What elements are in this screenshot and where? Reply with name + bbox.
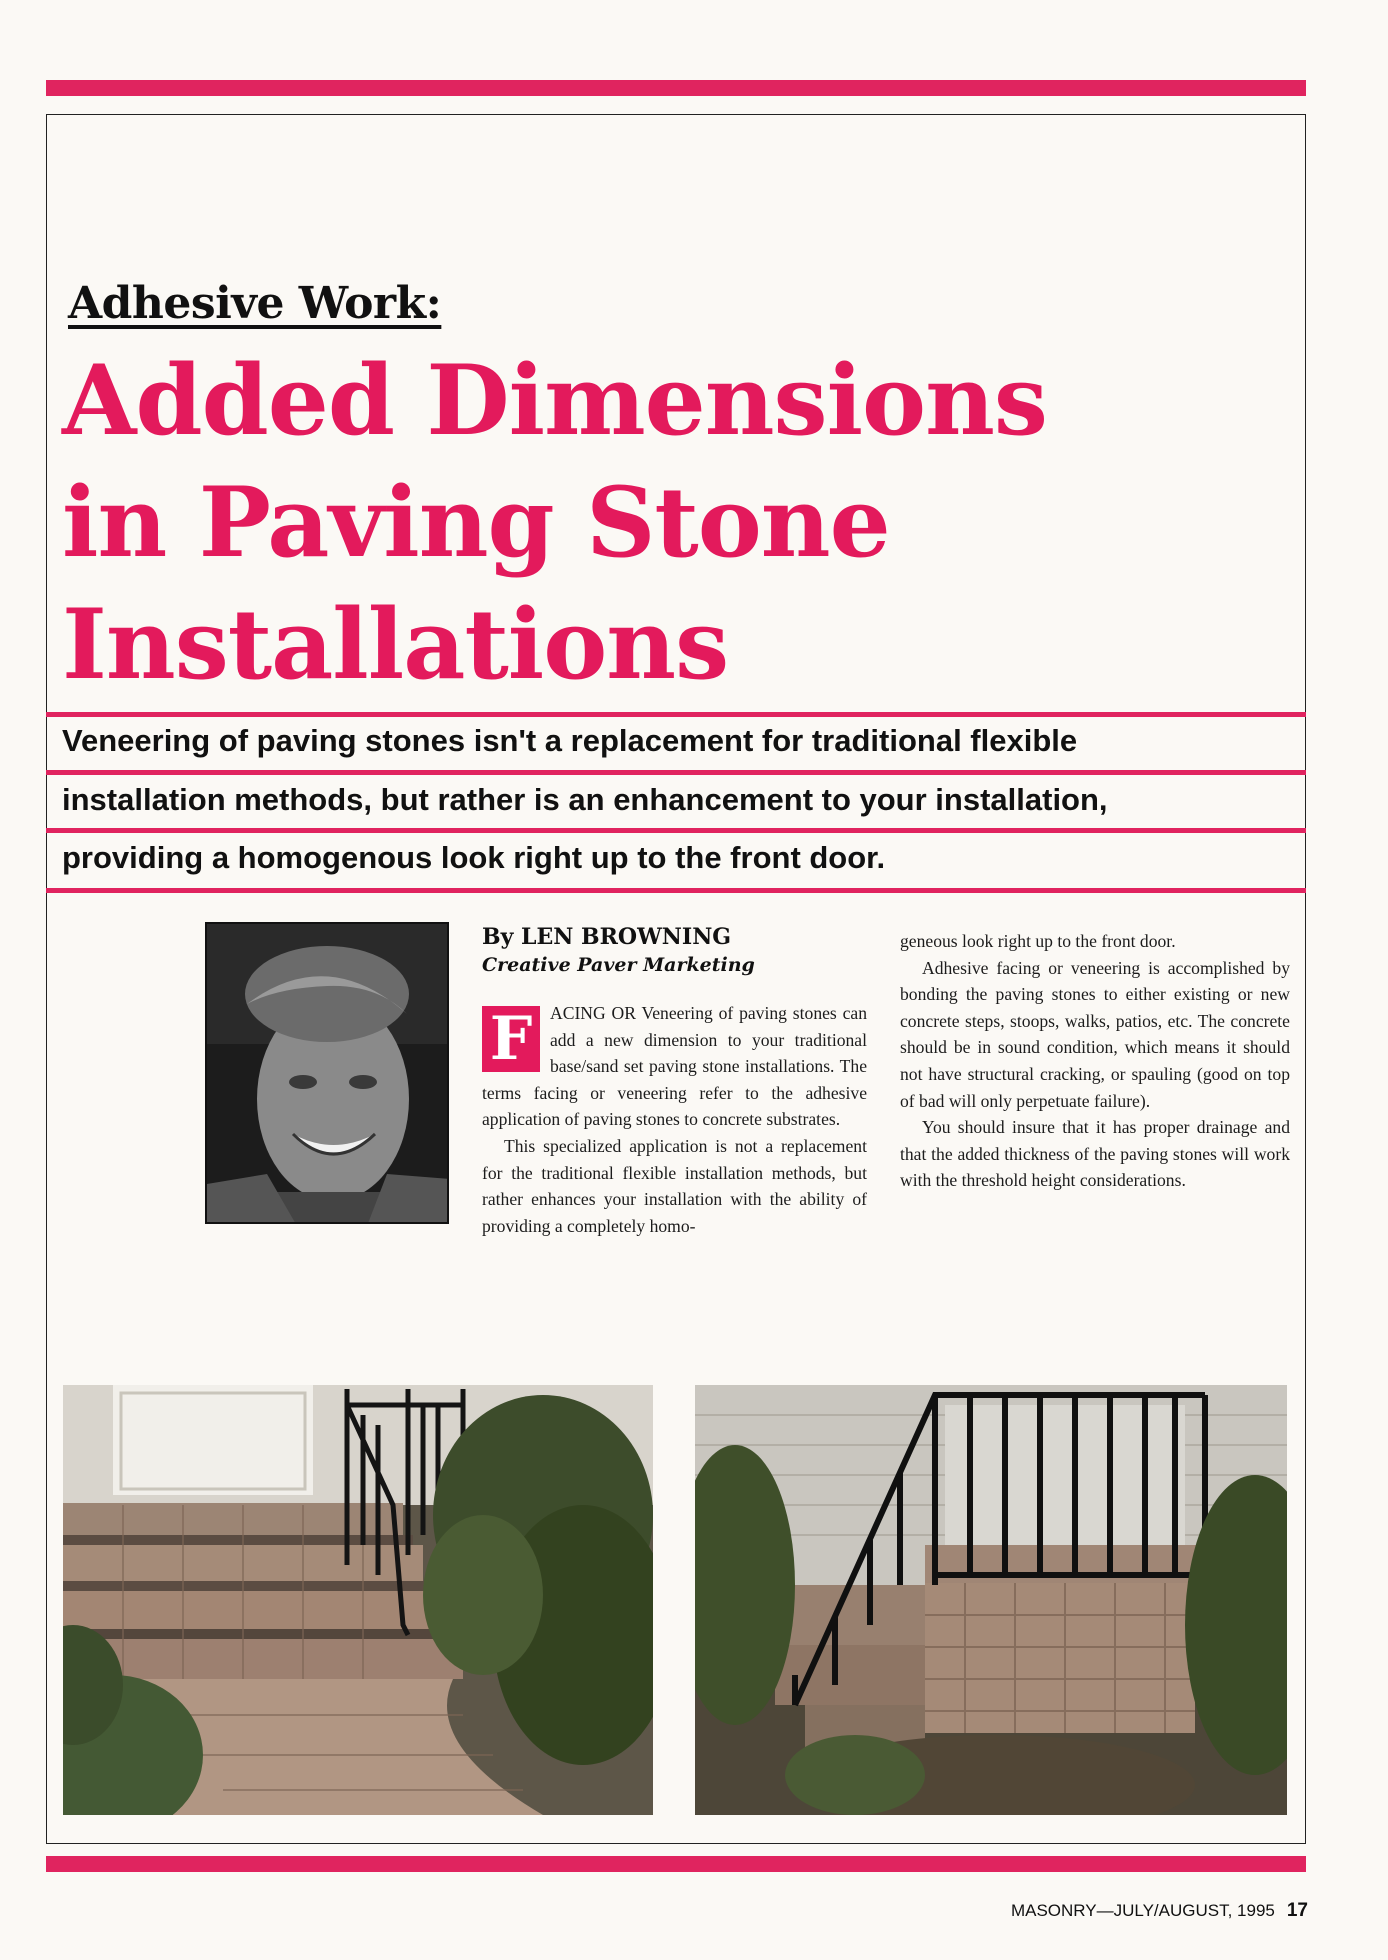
deck-rule	[46, 770, 1306, 775]
top-accent-rule	[46, 80, 1306, 96]
byline: By LEN BROWNING	[482, 924, 732, 950]
page-number: 17	[1286, 1900, 1308, 1921]
page-footer	[1011, 1900, 1308, 1922]
paver-steps-photo	[63, 1385, 653, 1815]
deck-rule	[46, 712, 1306, 717]
paragraph: This specialized application is not a replacement for the traditional flexible installation methods, but rather enhances your installation with the ability of providing a completely homo-	[482, 1135, 867, 1236]
deck-line-1: Veneering of paving stones isn't a replacement for traditional flexible	[62, 723, 1078, 758]
author-affiliation: Creative Paver Marketing	[482, 954, 755, 976]
deck-line-3: providing a homogenous look right up to the front door.	[62, 840, 886, 875]
paragraph: geneous look right up to the front door.	[900, 931, 1176, 951]
paver-stoop-photo	[695, 1385, 1287, 1815]
deck-rule	[46, 828, 1306, 833]
drop-cap: F	[482, 1006, 540, 1072]
body-column-2	[900, 928, 1290, 1194]
paragraph: Adhesive facing or veneering is accomplished by bonding the paving stones to either existing or new concrete steps, stoops, walks, patios, etc. The concrete should be in sound condition, which means it should not have structural cracking, or spauling (good on top of bad will only perpetuate failure).	[900, 957, 1290, 1111]
headline	[62, 340, 1282, 706]
deck-line-2: installation methods, but rather is an enhancement to your installation,	[62, 782, 1108, 817]
bottom-accent-rule	[46, 1856, 1306, 1872]
author-photo	[205, 922, 449, 1224]
paragraph-text: ACING OR Veneering of paving stones can add a new dimension to your traditional base/sand set paving stone installations. The terms facing or veneering refer to the adhesive application of paving stones to concrete substrates.	[482, 1003, 867, 1130]
publication-info: MASONRY—JULY/AUGUST, 1995	[1010, 1901, 1275, 1920]
body-column-1	[482, 1000, 867, 1239]
deck-rule	[46, 888, 1306, 893]
headline-line-2: in Paving Stone	[62, 466, 890, 579]
kicker-heading: Adhesive Work:	[68, 278, 442, 329]
paragraph: You should insure that it has proper drainage and that the added thickness of the paving stones will work with the threshold height considerations.	[900, 1117, 1290, 1191]
paragraph	[482, 1000, 867, 1133]
headline-line-3: Installations	[62, 588, 729, 701]
headline-line-1: Added Dimensions	[62, 344, 1047, 457]
